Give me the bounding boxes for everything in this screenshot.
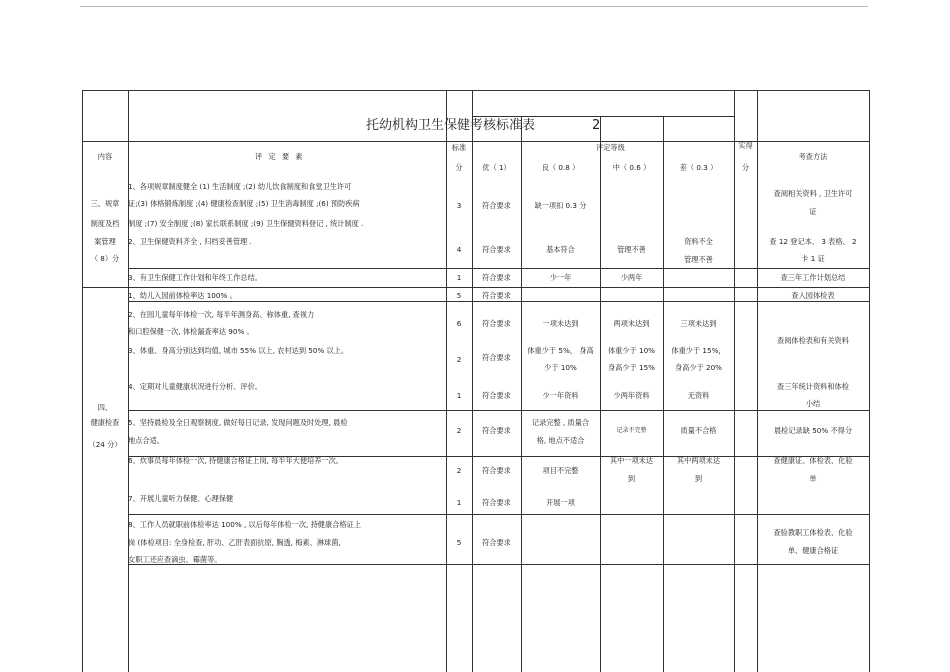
header-poor: 差（ 0.3 ）: [679, 163, 718, 172]
criteria-text: 3、有卫生保健工作计划和年终工作总结。: [128, 273, 262, 282]
grid-line: [128, 564, 869, 565]
grade-excellent: 符合要求: [482, 245, 511, 254]
standard-score: 2: [456, 466, 462, 475]
grade-excellent: 符合要求: [482, 353, 511, 362]
header-good: 良（ 0.8 ）: [541, 163, 580, 172]
standard-score: 2: [456, 355, 462, 364]
grade-good: 项目不完整: [542, 466, 579, 475]
grade-medium: 体重少于 10%: [607, 346, 655, 355]
criteria-text: 5、坚持晨检及全日观察制度, 做好每日记录, 发现问题及时处理, 晨检: [128, 418, 348, 427]
grade-poor: 到: [694, 474, 703, 483]
grade-good: 一项未达到: [542, 319, 579, 328]
grade-medium: 两项未达到: [613, 319, 650, 328]
method-text: 查 12 登记本、 3 表格、 2: [769, 237, 857, 246]
criteria-text: 和口腔保健一次, 体检漏查率达 90% 。: [128, 327, 254, 336]
standard-score: 5: [456, 291, 462, 300]
grade-good: 少一年资料: [542, 391, 579, 400]
grid-line: [869, 90, 870, 672]
criteria-text: 7、开展儿童听力保健、心理保健: [128, 494, 234, 503]
grade-medium: 到: [627, 474, 636, 483]
section-3-label: 三、规章: [90, 199, 120, 208]
method-text: 单: [809, 474, 817, 483]
section-3-label: 案管理: [94, 237, 116, 246]
method-text: 查阅相关资料 , 卫生许可: [773, 189, 853, 198]
grade-excellent: 符合要求: [482, 201, 511, 210]
grade-good: 记录完整 , 质量合: [531, 418, 590, 427]
grade-medium: 少两年资料: [613, 391, 650, 400]
grade-poor: 质量不合格: [680, 426, 717, 435]
standard-score: 1: [456, 391, 462, 400]
grid-line: [82, 287, 869, 288]
grid-line: [446, 90, 447, 672]
method-text: 晨检记录缺 50% 不得分: [773, 426, 853, 435]
header-standard-2: 分: [455, 163, 463, 172]
grade-poor: 其中两项未达: [676, 456, 721, 465]
standard-score: 1: [456, 273, 462, 282]
grade-good: 少于 10%: [544, 363, 577, 372]
grid-line: [128, 301, 869, 302]
grade-good: 体重少于 5%， 身高: [527, 346, 594, 355]
method-text: 小结: [805, 399, 821, 408]
grade-excellent: 符合要求: [482, 498, 511, 507]
grade-poor: 无资料: [687, 391, 710, 400]
grade-excellent: 符合要求: [482, 291, 511, 300]
method-text: 查三年统计资料和体检: [777, 382, 849, 391]
section-3-label: 制度及档: [90, 219, 120, 228]
grade-excellent: 符合要求: [482, 273, 511, 282]
header-excellent: 优（ 1）: [482, 163, 511, 172]
grade-medium: 管理不善: [617, 245, 646, 254]
criteria-text: 4、定期对儿童健康状况进行分析、评价。: [128, 382, 262, 391]
grid-line: [128, 514, 869, 515]
grid-line: [734, 90, 735, 672]
criteria-text: 岗 (体检项目: 全身检查, 肝功、乙肝表面抗原, 胸透, 梅素、淋球菌,: [128, 538, 341, 547]
criteria-text: 1、各项规章制度健全 (1) 生活制度 ;(2) 幼儿饮食制度和食堂卫生许可: [128, 182, 352, 191]
grid-line: [128, 268, 869, 269]
page-top-rule: [80, 6, 868, 7]
grade-good: 基本符合: [546, 245, 575, 254]
criteria-text: 证;(3) 体格锻炼制度 ;(4) 健康检查制度 ;(5) 卫生消毒制度 ;(6) 预防疾病: [128, 199, 360, 208]
grade-excellent: 符合要求: [482, 391, 511, 400]
criteria-text: 女职工还应查滴虫、霉菌等。: [128, 555, 222, 564]
grade-excellent: 符合要求: [482, 426, 511, 435]
header-content: 内容: [97, 152, 113, 161]
section-4-label: 健康检查: [90, 418, 120, 427]
method-text: 查三年工作计划总结: [780, 273, 846, 282]
grade-medium: 少两年: [620, 273, 643, 282]
grade-excellent: 符合要求: [482, 538, 511, 547]
grade-good: 少一年: [549, 273, 572, 282]
section-3-label: （ 8）分: [90, 254, 120, 263]
method-text: 卡 1 证: [801, 254, 825, 263]
standard-score: 5: [456, 538, 462, 547]
grade-poor: 资料不全: [684, 237, 713, 246]
grid-line: [757, 90, 758, 672]
header-standard-1: 标准: [451, 143, 467, 152]
header-method: 考查方法: [798, 152, 828, 161]
title-number: 2: [592, 118, 601, 133]
criteria-text: 制度 ;(7) 安全制度 ;(8) 家长联系制度 ;(9) 卫生保健资料登记 , 统计制度 .: [128, 219, 364, 228]
header-actual-2: 分: [741, 163, 750, 172]
criteria-text: 1、幼儿入园前体检率达 100% 。: [128, 291, 237, 300]
grade-excellent: 符合要求: [482, 319, 511, 328]
standard-score: 2: [456, 426, 462, 435]
page-title: 托幼机构卫生保健考核标准表: [366, 118, 536, 133]
grade-medium: 其中一项未达: [609, 456, 654, 465]
standard-score: 6: [456, 319, 462, 328]
criteria-text: 2、在园儿童每年体检一次, 每半年测身高、称体重, 查视力: [128, 310, 315, 319]
grade-poor: 体重少于 15%，: [671, 346, 726, 355]
criteria-text: 6、炊事员每年体检一次, 持健康合格证上岗, 每半年大便培养一次。: [128, 456, 343, 465]
grid-line: [472, 116, 734, 117]
grade-medium: 身高少于 15%: [607, 363, 655, 372]
method-text: 证: [809, 207, 817, 216]
criteria-text: 8、工作人员就职前体检率达 100% , 以后每年体检一次, 持健康合格证上: [128, 520, 361, 529]
grid-line: [128, 90, 129, 672]
header-criteria: 评 定 要 素: [255, 152, 305, 161]
grade-poor: 身高少于 20%: [674, 363, 722, 372]
standard-score: 3: [456, 201, 462, 210]
method-text: 查验教职工体检表、化验: [773, 528, 853, 537]
grid-line: [82, 90, 869, 91]
criteria-text: 2、卫生保健资料齐全 , 归档妥善管理 .: [128, 237, 252, 246]
section-4-label: （24 分）: [88, 440, 122, 449]
grid-line: [472, 90, 473, 672]
header-actual-1: 实得: [738, 141, 753, 150]
method-text: 单、健康合格证: [787, 546, 839, 555]
grade-poor: 管理不善: [684, 255, 713, 264]
method-text: 查健康证、体检表、化验: [773, 456, 853, 465]
grade-medium: 记录不完整: [616, 427, 647, 434]
grade-good: 缺一项扣 0.3 分: [534, 201, 587, 210]
header-medium: 中（ 0.6 ）: [612, 163, 651, 172]
section-4-label: 四、: [97, 403, 113, 412]
grid-line: [82, 90, 83, 672]
grade-good: 格, 地点不适合: [536, 436, 585, 445]
standard-score: 4: [456, 245, 462, 254]
grid-line: [128, 410, 869, 411]
criteria-text: 3、体重、身高分别达到均值, 城市 55% 以上, 农村达到 50% 以上。: [128, 346, 349, 355]
criteria-text: 地点合适。: [128, 436, 164, 445]
method-text: 查入园体检表: [791, 291, 835, 300]
grade-poor: 三项未达到: [680, 319, 717, 328]
standard-score: 1: [456, 498, 462, 507]
grade-good: 开展一项: [546, 498, 575, 507]
method-text: 查阅体检表和有关资料: [777, 336, 849, 345]
grade-excellent: 符合要求: [482, 466, 511, 475]
header-grade: 评定等级: [596, 143, 625, 152]
